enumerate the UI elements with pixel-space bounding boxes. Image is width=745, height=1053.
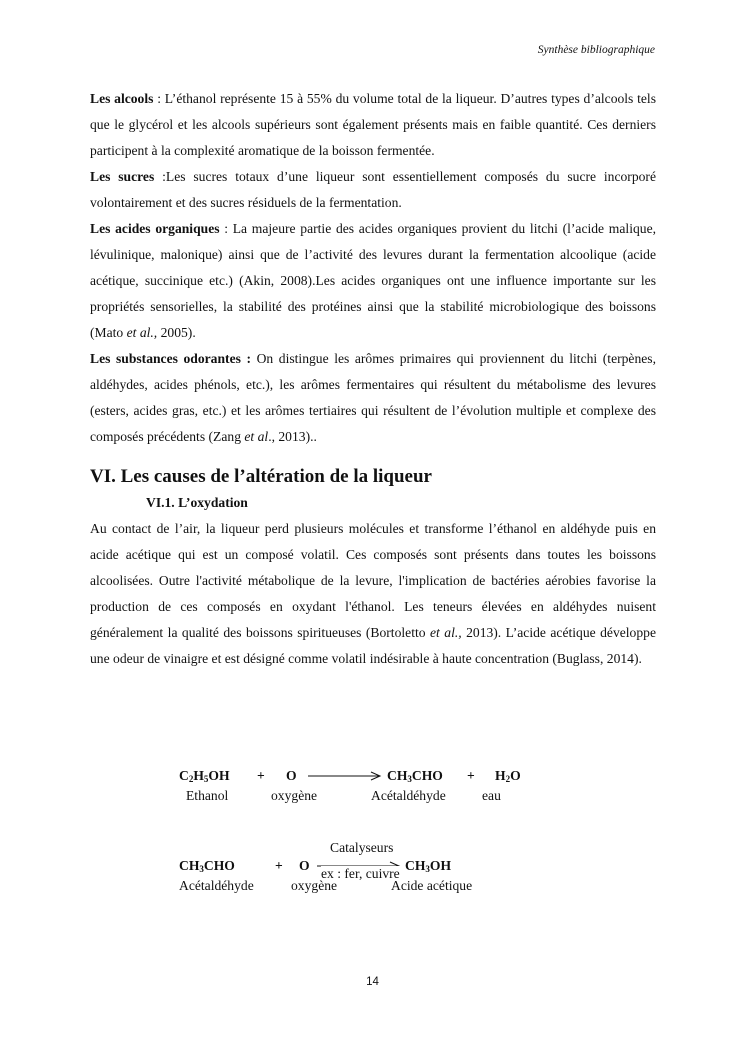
catalyst-example: ex : fer, cuivre [321, 866, 400, 881]
acetaldehyde-label: Acétaldéhyde [371, 788, 446, 803]
term-alcools: Les alcools [90, 91, 154, 106]
paragraph-odorantes-end: ., 2013).. [268, 429, 317, 444]
oxygen-label: oxygène [291, 878, 338, 893]
plus-sign: + [275, 858, 283, 873]
citation-etal: et al [244, 429, 269, 444]
term-acides: Les acides organiques [90, 221, 220, 236]
acetaldehyde-formula: $CH_3CHO$ [387, 768, 443, 784]
paragraph-acides-end: 2005). [157, 325, 196, 340]
section-title: VI. Les causes de l’altération de la liqueur [90, 466, 432, 487]
acetaldehyde-label: Acétaldéhyde [179, 878, 254, 893]
oxygen-formula: O [286, 768, 297, 783]
citation-etal: et al., [126, 325, 158, 340]
term-odorantes: Les substances odorantes : [90, 351, 251, 366]
paragraph-acides [90, 216, 656, 346]
paragraph-oxydation-text: Au contact de l’air, la liqueur perd plusieurs molécules et transforme l’éthanol en aldéhyde puis en acide acétique qui est un composé volatil. Ces composés sont présents dans toutes les boissons alcoolisées. Outre l'activité métabolique de la levure, l'implication de bactéries aérobies favorise la production de ces composés en oxydant l'éthanol. Les teneurs élevées en aldéhydes nuisent généralement la qualité des boissons spiritueuses (Bortoletto [90, 521, 656, 640]
subsection-title: VI.1. L’oxydation [146, 495, 248, 510]
page-number: 14 [366, 976, 379, 988]
paragraph-alcools-text: : L’éthanol représente 15 à 55% du volume total de la liqueur. D’autres types d’alcools tels que le glycérol et les alcools supérieurs sont également présents mais en faible quantité. Ces derniers participent à la complexité aromatique de la boisson fermentée. [90, 91, 656, 158]
paragraph-oxydation [90, 516, 656, 672]
water-formula: $H_2O$ [495, 768, 521, 784]
acetic-acid-formula: $CH_3OH$ [405, 858, 452, 874]
running-header: Synthèse bibliographique [537, 44, 655, 56]
acetaldehyde-formula: $CH_3CHO$ [179, 858, 235, 874]
paragraph-odorantes-text: On distingue les arômes primaires qui proviennent du litchi (terpènes, aldéhydes, acides phénols, etc.), les arômes fermentaires qui résultent du métabolisme des levures (esters, acides gras, etc.) et les arômes tertiaires qui résultent de l’évolution multiple et complexe des composés précédents (Zang [90, 351, 656, 444]
plus-sign: + [257, 768, 265, 783]
paragraph-alcools [90, 86, 656, 164]
plus-sign: + [467, 768, 475, 783]
paragraph-sucres-text: :Les sucres totaux d’une liqueur sont essentiellement composés du sucre incorporé volontairement et des sucres résiduels de la fermentation. [90, 169, 656, 210]
oxygen-label: oxygène [271, 788, 318, 803]
reaction-arrow-icon [307, 769, 383, 783]
citation-etal: et al., [430, 625, 462, 640]
term-sucres: Les sucres [90, 169, 155, 184]
oxygen-formula: O [299, 858, 310, 873]
paragraph-sucres [90, 164, 656, 216]
paragraph-acides-text: : La majeure partie des acides organiques provient du litchi (l’acide malique, lévulinique, malonique) ainsi que de l’activité des levures durant la fermentation alcoolique (acide acétique, succinique etc.) (Akin, 2008).Les acides organiques ont une influence importante sur les propriétés sensorielles, la stabilité des protéines ainsi que la stabilité microbiologique des boissons (Mato [90, 221, 656, 340]
document-body [90, 86, 656, 672]
acetic-acid-label: Acide acétique [391, 878, 473, 893]
catalyst-label: Catalyseurs [330, 840, 394, 855]
ethanol-formula: $C_2H_5OH$ [179, 768, 230, 784]
water-label: eau [482, 788, 501, 803]
ethanol-label: Ethanol [186, 788, 229, 803]
paragraph-oxydation-end: 2013). L’acide acétique développe une odeur de vinaigre et est désigné comme volatil indésirable à haute concentration (Buglass, 2014). [90, 625, 656, 666]
paragraph-odorantes [90, 346, 656, 450]
